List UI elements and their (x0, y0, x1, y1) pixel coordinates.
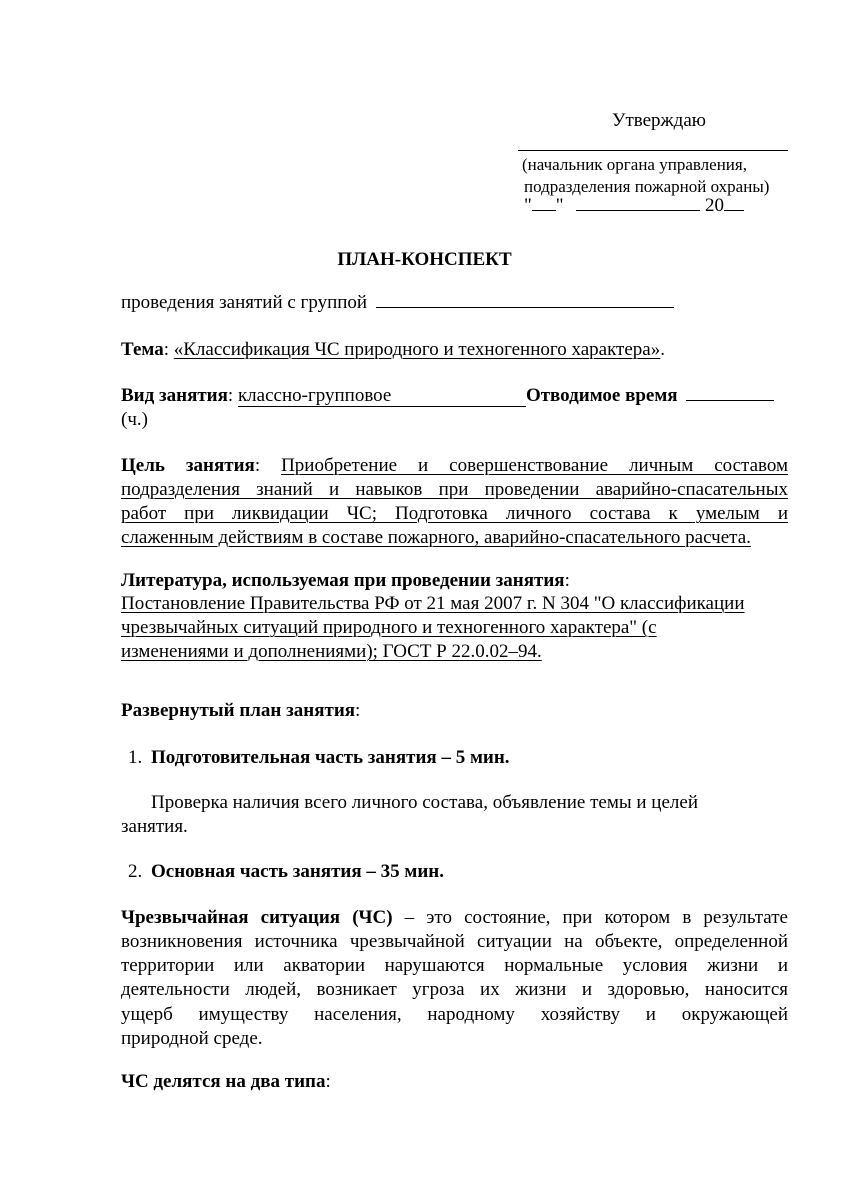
plan-item-1-title: Подготовительная часть занятия – 5 мин. (151, 747, 510, 768)
date-quote-close: " (555, 195, 564, 216)
date-year-blank (724, 210, 744, 211)
lesson-type-value (238, 386, 526, 407)
definition-line-6: природной среде. (121, 1028, 263, 1049)
prep-line-1: Проверка наличия всего личного состава, объявление темы и целей (151, 792, 698, 813)
plan-heading (121, 700, 360, 722)
definition-line-1 (121, 907, 788, 929)
group-line (121, 292, 674, 314)
literature-label: Литература, используемая при проведении занятия (121, 570, 565, 591)
plan-heading-colon: : (355, 700, 361, 721)
group-blank (376, 307, 674, 308)
approval-role-line-1: (начальник органа управления, (522, 155, 747, 174)
lesson-type-colon: : (227, 385, 234, 406)
plan-item-2 (128, 861, 444, 883)
literature-line-2: чрезвычайных ситуаций природного и техногенного характера" (с (121, 617, 657, 638)
plan-item-2-title: Основная часть занятия – 35 мин. (151, 861, 444, 882)
definition-line-5: ущерб имуществу населения, народному хозяйству и окружающей (121, 1004, 788, 1025)
time-unit: (ч.) (121, 409, 148, 430)
definition-term: Чрезвычайная ситуация (ЧС) (121, 907, 393, 928)
time-label: Отводимое время (525, 385, 678, 406)
approval-title: Утверждаю (612, 110, 706, 131)
approval-role-line-2: подразделения пожарной охраны) (524, 177, 770, 196)
goal-line-3: работ при ликвидации ЧС; Подготовка личного состава к умелым и (121, 503, 788, 524)
goal-text-1: Приобретение и совершенствование личным составом (281, 455, 789, 476)
definition-line-3: территории или акватории нарушаются нормальные условия жизни и (121, 955, 788, 976)
approval-date (524, 195, 744, 217)
lesson-type-line (121, 385, 774, 407)
prep-line-2: занятия. (121, 816, 188, 837)
plan-item-1-number: 1. (128, 747, 143, 768)
definition-line-4: деятельности людей, возникает угроза их жизни и здоровью, наносится (121, 979, 788, 1000)
literature-line-1: Постановление Правительства РФ от 21 мая 2007 г. N 304 "О классификации (121, 593, 745, 614)
goal-label: Цель занятия (121, 455, 255, 476)
plan-heading-label: Развернутый план занятия (121, 700, 356, 721)
plan-item-2-number: 2. (128, 861, 143, 882)
lesson-type-value-text: классно-групповое (237, 385, 392, 406)
definition-text-1: – это состояние, при котором в результате (404, 907, 788, 928)
types-colon: : (325, 1071, 331, 1092)
topic-colon: : (163, 339, 169, 360)
goal-line-1 (121, 455, 788, 477)
lesson-type-label: Вид занятия (121, 385, 228, 406)
topic-end: . (660, 339, 665, 360)
date-month-blank (576, 210, 700, 211)
date-year: 20 (705, 195, 725, 216)
goal-colon: : (254, 455, 261, 476)
literature-heading (121, 570, 570, 592)
time-blank (686, 400, 774, 401)
topic-line (121, 339, 665, 361)
topic-value: «Классификация ЧС природного и техногенного характера» (173, 339, 661, 360)
group-label: проведения занятий с группой (121, 292, 368, 313)
plan-item-1 (128, 747, 510, 769)
goal-line-2: подразделения знаний и навыков при проведении аварийно-спасательных (121, 479, 788, 500)
page-title: ПЛАН-КОНСПЕКТ (337, 249, 512, 270)
approval-signature-line (518, 150, 788, 151)
date-day-blank (532, 210, 556, 211)
types-heading (121, 1071, 331, 1093)
literature-colon: : (564, 570, 570, 591)
topic-label: Тема (121, 339, 164, 360)
literature-line-3: изменениями и дополнениями); ГОСТ Р 22.0.02–94. (121, 641, 542, 662)
definition-line-2: возникновения источника чрезвычайной ситуации на объекте, определенной (121, 931, 788, 952)
types-label: ЧС делятся на два типа (121, 1071, 326, 1092)
goal-line-4: слаженным действиям в составе пожарного, аварийно-спасательного расчета. (121, 527, 751, 548)
date-quote-open: " (524, 195, 532, 216)
